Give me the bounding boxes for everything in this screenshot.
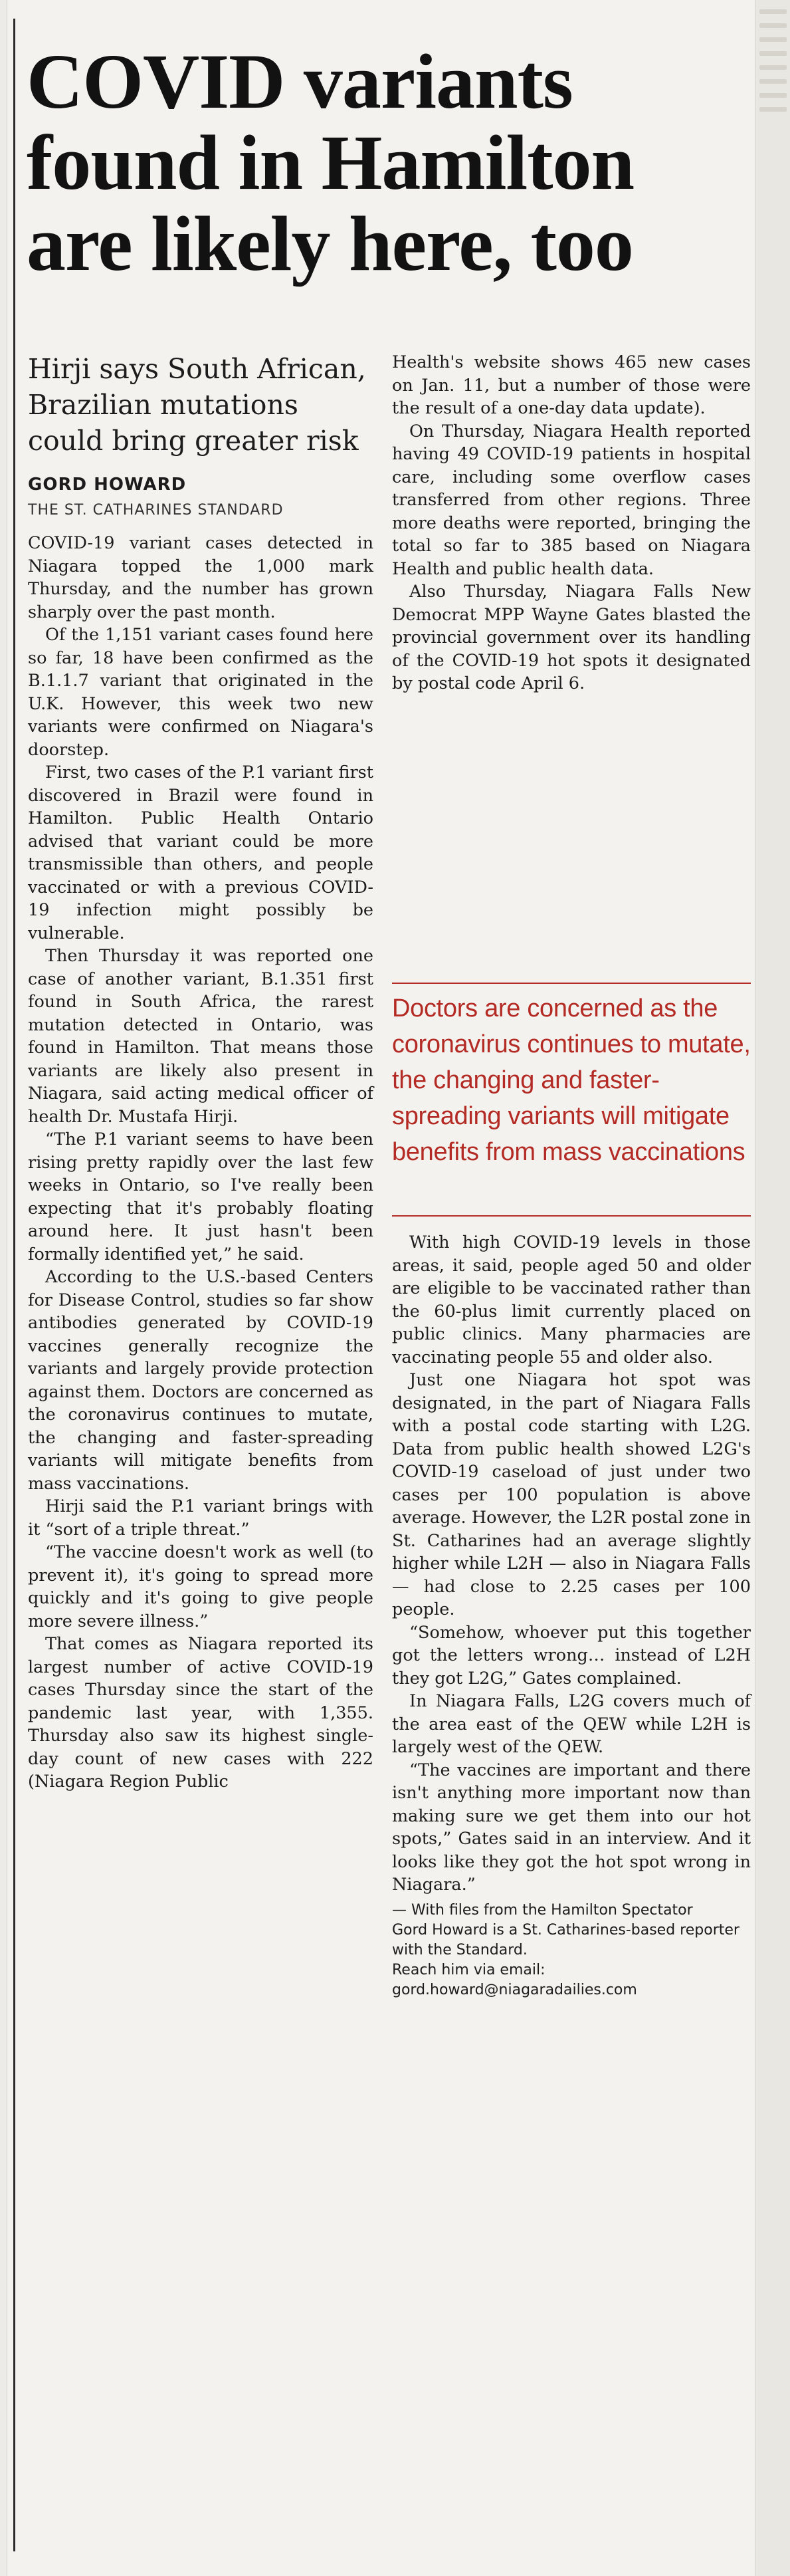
author-contact: Reach him via email: gord.howard@niagaradailies.com (392, 1961, 637, 1998)
paragraph: Of the 1,151 variant cases found here so far, 18 have been confirmed as the B.1.1.7 variant that originated in the U.K. However, this week two new variants were confirmed on Niagara's doorstep. (28, 625, 373, 760)
deck: Hirji says South African, Brazilian mutations could bring greater risk (28, 353, 366, 457)
byline-source: THE ST. CATHARINES STANDARD (28, 502, 284, 519)
pullquote-rule-bottom (392, 1215, 751, 1217)
byline: GORD HOWARD (28, 475, 187, 495)
adjacent-clipping-left (0, 0, 7, 2576)
pullquote: Doctors are concerned as the coronavirus continues to mutate, the changing and faster-spreading variants will mitigate benefits from mass vaccinations (392, 995, 751, 1166)
paragraph: “The vaccine doesn't work as well (to prevent it), it's going to spread more quickly and it's going to give people more severe illness.” (28, 1542, 373, 1631)
column-rule (13, 19, 15, 2551)
headline: COVID variants found in Hamilton are likely here, too (27, 38, 635, 287)
paragraph: On Thursday, Niagara Health reported having 49 COVID-19 patients in hospital care, including some overflow cases transferred from other regions. Three more deaths were reported, bringing the total so far to 385 based on Niagara Health and public health data. (392, 421, 751, 579)
body-column-1 (28, 532, 373, 1794)
paragraph: “The P.1 variant seems to have been rising pretty rapidly over the last few weeks in Ontario, so I've really been expecting that it's probably floating around here. It just hasn't been formally identified yet,” he said. (28, 1129, 373, 1264)
paragraph: Then Thursday it was reported one case of another variant, B.1.351 first found in South Africa, the rarest mutation detected in Ontario, was found in Hamilton. That means those variants are likely also present in Niagara, said acting medical officer of health Dr. Mustafa Hirji. (28, 946, 373, 1127)
paragraph: In Niagara Falls, L2G covers much of the area east of the QEW while L2H is largely west of the QEW. (392, 1691, 751, 1757)
paragraph: Also Thursday, Niagara Falls New Democrat MPP Wayne Gates blasted the provincial government over its handling of the COVID-19 hot spots it designated by postal code April 6. (392, 582, 751, 693)
paragraph: COVID-19 variant cases detected in Niagara topped the 1,000 mark Thursday, and the number has grown sharply over the past month. (28, 533, 373, 622)
paragraph: According to the U.S.-based Centers for Disease Control, studies so far show antibodies generated by COVID-19 vaccines generally recognize the variants and largely provide protection against them. Doctors are concerned as the coronavirus continues to mutate, the changing and faster-spreading variants will mitigate benefits from mass vaccinations. (28, 1267, 373, 1494)
author-bio: Gord Howard is a St. Catharines-based reporter with the Standard. (392, 1921, 740, 1958)
paragraph: Hirji said the P.1 variant brings with it “sort of a triple threat.” (28, 1496, 373, 1540)
paragraph: Just one Niagara hot spot was designated, in the part of Niagara Falls with a postal code starting with L2G. Data from public health showed L2G's COVID-19 caseload of just under two cases per 100 population is above average. However, the L2R postal zone in St. Catharines had an average slightly higher while L2H — also in Niagara Falls — had close to 2.25 cases per 100 people. (392, 1370, 751, 1619)
paragraph: “The vaccines are important and there isn't anything more important now than making sure we get them into our hot spots,” Gates said in an interview. And it looks like they got the hot spot wrong in Niagara.” (392, 1760, 751, 1895)
adjacent-clipping-right (755, 0, 790, 2576)
body-column-2-bottom (392, 1231, 751, 2000)
body-column-2-top (392, 351, 751, 695)
credit-line: — With files from the Hamilton Spectator (392, 1901, 693, 1919)
paragraph: First, two cases of the P.1 variant first discovered in Brazil were found in Hamilton. Public Health Ontario advised that variant could be more transmissible than others, and people vaccinated or with a previous COVID-19 infection might possibly be vulnerable. (28, 762, 373, 943)
paragraph: Health's website shows 465 new cases on Jan. 11, but a number of those were the result of a one-day data update). (392, 352, 751, 418)
pullquote-rule-top (392, 983, 751, 984)
paragraph: That comes as Niagara reported its largest number of active COVID-19 cases Thursday since the start of the pandemic last year, with 1,355. Thursday also saw its highest single-day count of new cases with 222 (Niagara Region Public (28, 1634, 373, 1792)
paragraph: With high COVID-19 levels in those areas, it said, people aged 50 and older are eligible to be vaccinated rather than the 60-plus limit currently placed on public clinics. Many pharmacies are vaccinating people 55 and older also. (392, 1232, 751, 1367)
paragraph: “Somehow, whoever put this together got the letters wrong… instead of L2H they got L2G,” Gates complained. (392, 1622, 751, 1689)
